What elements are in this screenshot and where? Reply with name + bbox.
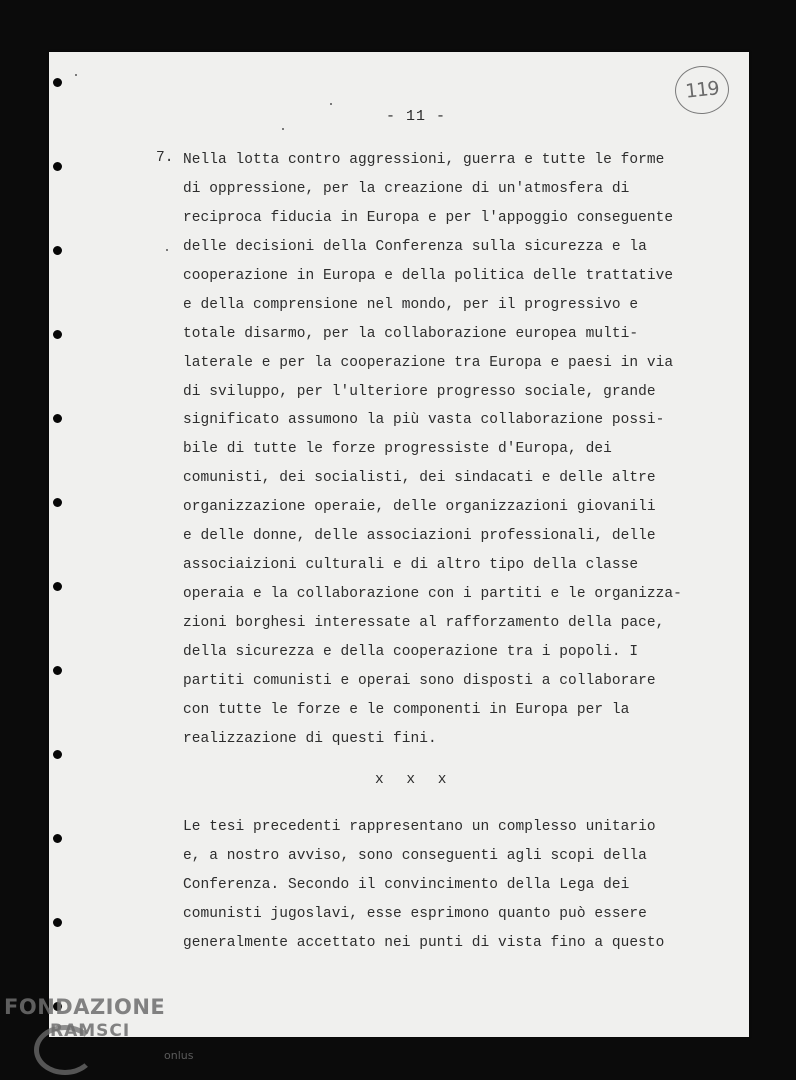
text-line: e della comprensione nel mondo, per il progressivo e bbox=[183, 296, 639, 313]
document-page bbox=[49, 52, 749, 1037]
text-line: delle decisioni della Conferenza sulla sicurezza e la bbox=[183, 238, 647, 255]
paper-speck bbox=[330, 103, 332, 105]
punch-hole bbox=[53, 414, 62, 423]
punch-hole bbox=[53, 330, 62, 339]
text-line: zioni borghesi interessate al rafforzamento della pace, bbox=[183, 615, 665, 631]
text-line: significato assumono la più vasta collaborazione possi- bbox=[183, 412, 665, 429]
text-line: di sviluppo, per l'ulteriore progresso sociale, grande bbox=[183, 383, 656, 400]
section-separator: x x x bbox=[375, 772, 447, 788]
punch-hole bbox=[53, 834, 62, 843]
text-line: associaizioni culturali e di altro tipo della classe bbox=[183, 557, 639, 574]
text-line: laterale e per la cooperazione tra Europa e paesi in via bbox=[183, 354, 674, 371]
watermark-line3: onlus bbox=[164, 1049, 194, 1062]
text-line: e delle donne, delle associazioni professionali, delle bbox=[183, 528, 656, 545]
punch-hole bbox=[53, 582, 62, 591]
text-line: bile di tutte le forze progressiste d'Europa, dei bbox=[183, 441, 612, 458]
text-line: cooperazione in Europa e della politica delle trattative bbox=[183, 267, 674, 284]
text-line: e, a nostro avviso, sono conseguenti agli scopi della bbox=[183, 847, 647, 864]
punch-hole bbox=[53, 162, 62, 171]
text-line: comunisti jugoslavi, esse esprimono quanto può essere bbox=[183, 905, 647, 922]
page-punch-holes bbox=[53, 52, 63, 1037]
punch-hole bbox=[53, 666, 62, 675]
watermark-line2: RAMSCI bbox=[50, 1021, 131, 1041]
page-number: - 11 - bbox=[386, 108, 447, 125]
punch-hole bbox=[53, 498, 62, 507]
text-line: totale disarmo, per la collaborazione europea multi- bbox=[183, 325, 639, 342]
text-line: generalmente accettato nei punti di vista fino a questo bbox=[183, 934, 665, 951]
text-line: con tutte le forze e le componenti in Europa per la bbox=[183, 701, 630, 718]
text-line: partiti comunisti e operai sono disposti a collaborare bbox=[183, 672, 656, 689]
text-line: di oppressione, per la creazione di un'atmosfera di bbox=[183, 180, 630, 197]
text-line: della sicurezza e della cooperazione tra i popoli. I bbox=[183, 643, 639, 660]
text-line: comunisti, dei socialisti, dei sindacati e delle altre bbox=[183, 470, 656, 487]
item-paragraph bbox=[183, 150, 743, 758]
text-line: realizzazione di questi fini. bbox=[183, 730, 437, 747]
paper-speck bbox=[282, 128, 284, 130]
item-number: 7. bbox=[156, 150, 174, 166]
punch-hole bbox=[53, 918, 62, 927]
punch-hole bbox=[53, 78, 62, 87]
punch-hole bbox=[53, 750, 62, 759]
text-line: organizzazione operaie, delle organizzazioni giovanili bbox=[183, 499, 656, 516]
closing-paragraph bbox=[183, 817, 743, 962]
watermark-line1: FONDAZIONE bbox=[4, 995, 166, 1019]
paper-speck bbox=[166, 249, 168, 251]
archive-page-stamp: 119 bbox=[673, 63, 732, 116]
text-line: Le tesi precedenti rappresentano un complesso unitario bbox=[183, 819, 656, 835]
text-line: Nella lotta contro aggressioni, guerra e tutte le forme bbox=[183, 152, 665, 168]
text-line: reciproca fiducia in Europa e per l'appoggio conseguente bbox=[183, 209, 674, 226]
punch-hole bbox=[53, 246, 62, 255]
text-line: operaia e la collaborazione con i partiti e le organizza- bbox=[183, 586, 682, 603]
text-line: Conferenza. Secondo il convincimento della Lega dei bbox=[183, 876, 630, 893]
foundation-watermark bbox=[4, 991, 204, 1071]
paper-speck bbox=[75, 74, 77, 76]
